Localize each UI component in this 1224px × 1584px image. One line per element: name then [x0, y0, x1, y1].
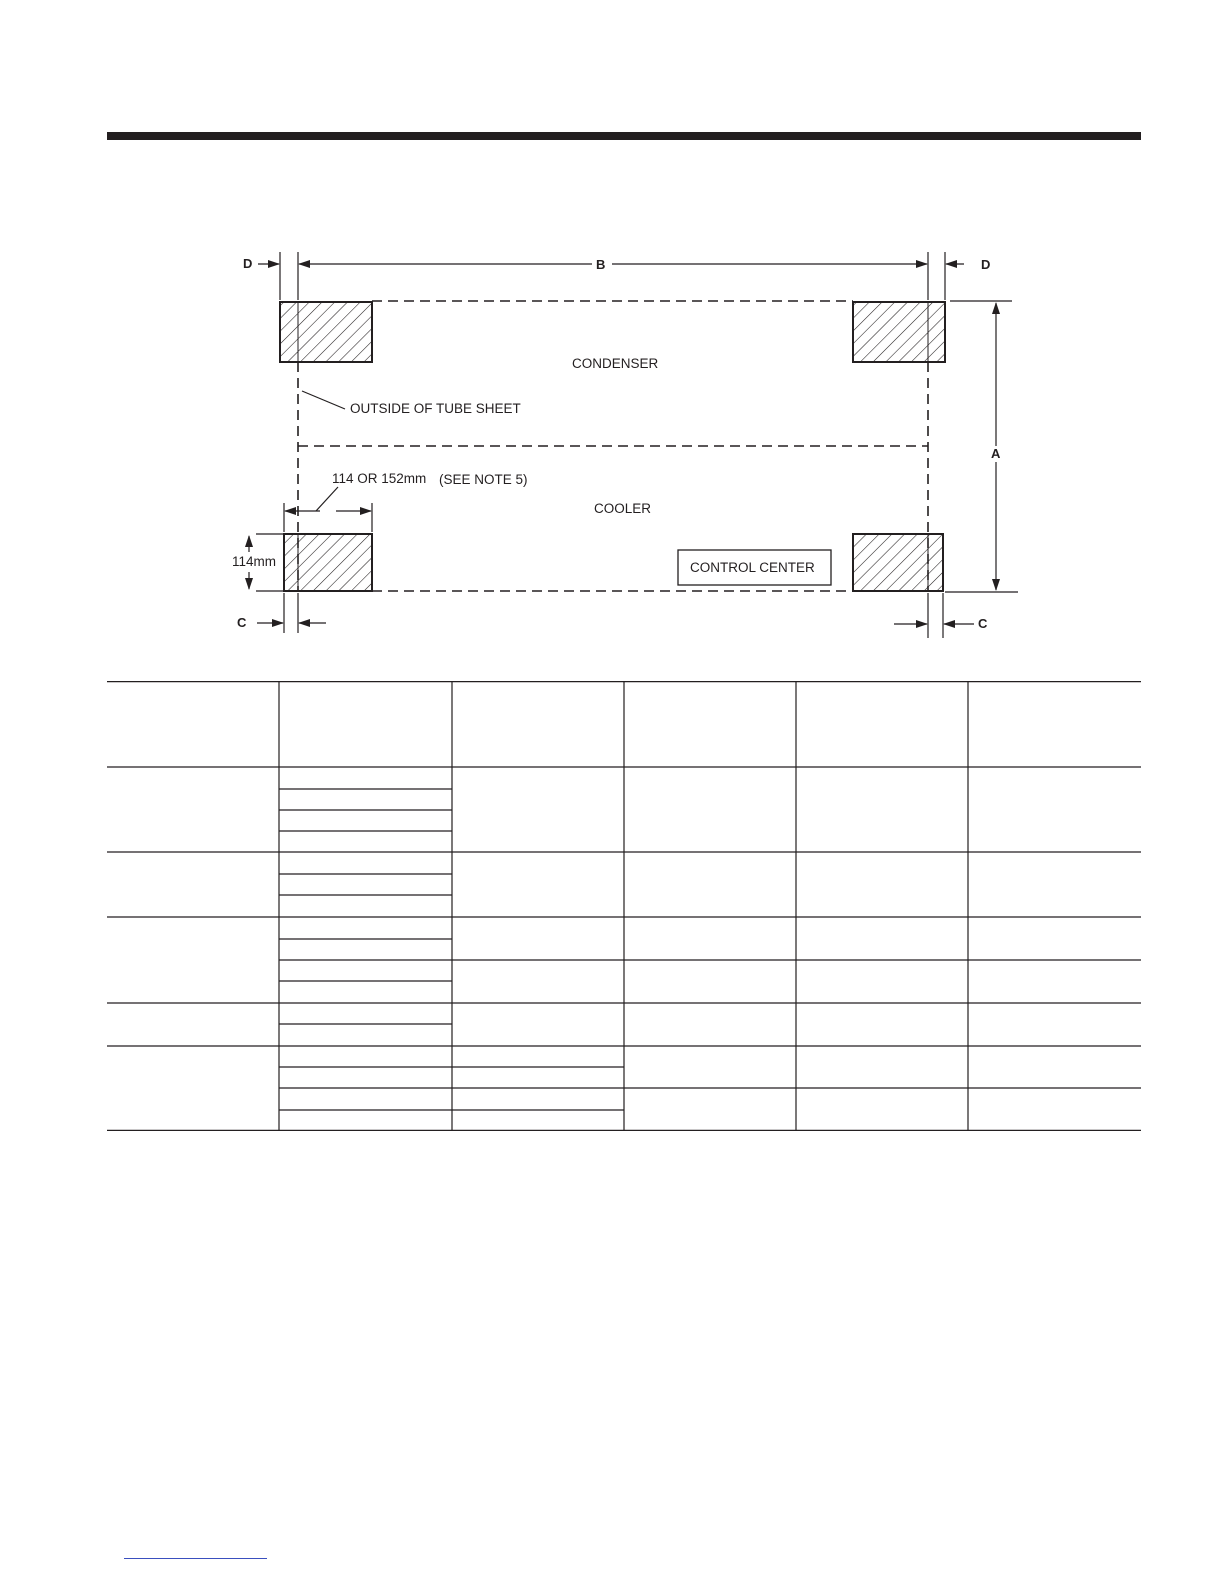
dimension-a-label: A: [991, 446, 1001, 461]
dimension-c-right-label: C: [978, 616, 988, 631]
pad-height-label: 114mm: [232, 554, 277, 569]
tube-sheet-leader: [302, 391, 345, 409]
cooler-label: COOLER: [594, 501, 652, 516]
see-note-label: (SEE NOTE 5): [439, 472, 528, 487]
dimension-d-left-label: D: [243, 256, 253, 271]
isolator-pad-layout-diagram: [0, 0, 1224, 660]
pad-top-right: [853, 302, 945, 362]
condenser-label: CONDENSER: [572, 356, 659, 371]
footer-link-underline[interactable]: [124, 1558, 267, 1559]
dimensions-table: [107, 681, 1141, 1131]
dimension-bottom: [257, 593, 974, 638]
dimension-d-right-label: D: [981, 257, 991, 272]
tube-sheet-label: OUTSIDE OF TUBE SHEET: [350, 401, 521, 416]
pad-width-label: 114 OR 152mm: [332, 471, 427, 486]
vessel-outline: [298, 301, 928, 591]
pad-bottom-left: [284, 534, 372, 591]
dimension-right: [945, 301, 1018, 592]
control-center-label: CONTROL CENTER: [690, 560, 815, 575]
dimension-b-label: B: [596, 257, 606, 272]
pad-top-left: [280, 302, 372, 362]
pad-bottom-right: [853, 534, 943, 591]
dimension-c-left-label: C: [237, 615, 247, 630]
dimension-top: [258, 252, 964, 300]
